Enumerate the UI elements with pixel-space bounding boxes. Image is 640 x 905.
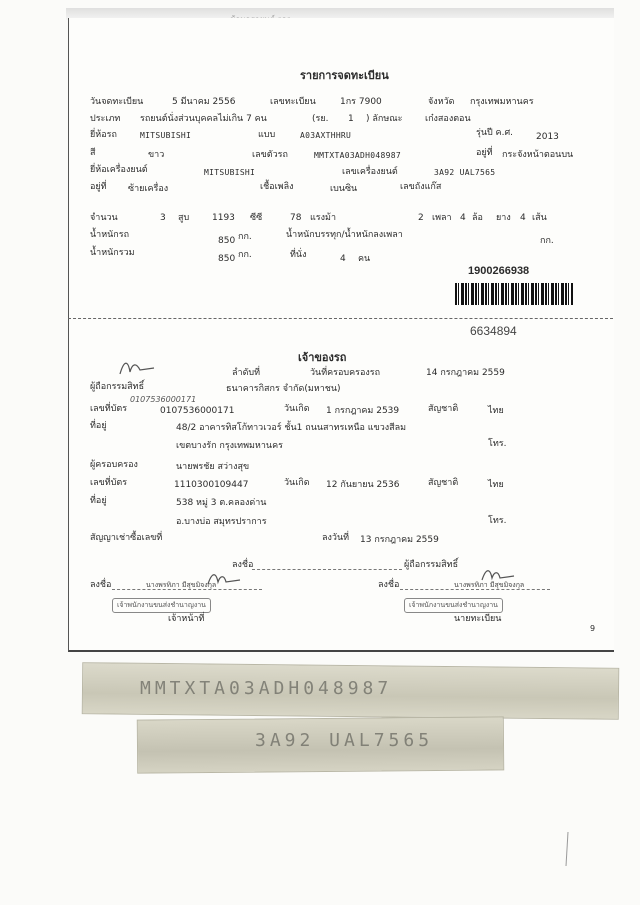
wheel-value: 4	[460, 213, 466, 223]
birth-value: 1 กรกฎาคม 2539	[326, 406, 400, 416]
engine-brand-label: ยี่ห้อเครื่องยนต์	[90, 165, 148, 175]
engine-brand-value: MITSUBISHI	[204, 168, 256, 177]
cylinders-value: 3	[160, 213, 166, 223]
signer-name-right: นางพรทิภา มีสุขมิจงกุล	[454, 581, 525, 589]
province-label: จังหวัด	[428, 97, 455, 107]
sign-right-label: ลงชื่อ	[378, 580, 400, 590]
load-unit: กก.	[540, 236, 554, 246]
province-value: กรุงเทพมหานคร	[470, 97, 534, 107]
stamp-left: เจ้าพนักงานขนส่งชำนาญงาน	[112, 598, 211, 613]
plate-value: 1กร 7900	[340, 97, 382, 107]
id-value: 0107536000171	[160, 406, 235, 416]
signer-name-left: นางพรทิภา มีสุขมิจงกุล	[146, 581, 217, 589]
officer-signature-scribble	[206, 570, 246, 588]
gross-label: น้ำหนักรวม	[90, 248, 135, 258]
fuel-value: เบนซิน	[330, 184, 358, 194]
gas-tank-label: เลขถังแก๊ส	[400, 182, 442, 192]
handwritten-id-note: 0107536000171	[130, 395, 197, 404]
cc-value: 1193	[212, 213, 235, 223]
gross-unit: กก.	[238, 250, 252, 260]
color-value: ขาว	[148, 150, 165, 160]
holder-sign-caption: ผู้ถือกรรมสิทธิ์	[404, 560, 459, 570]
nationality-value: ไทย	[488, 406, 504, 416]
address-line1: 48/2 อาคารทิสโก้ทาวเวอร์ ชั้น1 ถนนสาทรเหนือ แขวงสีลม	[176, 423, 407, 433]
type-label: ประเภท	[90, 114, 121, 124]
chassis-at-label: อยู่ที่	[476, 148, 493, 158]
plate-label: เลขทะเบียน	[270, 97, 316, 107]
brand-value: MITSUBISHI	[140, 131, 192, 140]
address2-label: ที่อยู่	[90, 496, 107, 506]
chassis-label: เลขตัวรถ	[252, 150, 288, 160]
seat-label: ที่นั่ง	[290, 250, 307, 260]
nationality2-label: สัญชาติ	[428, 478, 459, 488]
engine-at-value: ซ้ายเครื่อง	[128, 184, 169, 194]
contract-label: สัญญาเช่าซื้อเลขที่	[90, 533, 163, 543]
registration-title: รายการจดทะเบียน	[300, 69, 389, 82]
fuel-label: เชื้อเพลิง	[260, 182, 294, 192]
occupant-label: ผู้ครอบครอง	[90, 460, 138, 470]
page-number-right-bottom: 9	[590, 624, 596, 633]
rs-label: (รย.	[312, 114, 329, 124]
year-value: 2013	[536, 132, 559, 142]
chassis-at-value: กระจังหน้าตอนบน	[502, 150, 574, 160]
paper-mark	[560, 830, 580, 870]
chassis-value: MMTXTA03ADH048987	[314, 151, 401, 160]
section-separator	[68, 318, 613, 319]
cylinders-label: สูบ	[178, 213, 190, 223]
tire-unit: เส้น	[532, 213, 547, 223]
rs-value: 1	[348, 114, 354, 124]
nationality-label: สัญชาติ	[428, 404, 459, 414]
tel-label: โทร.	[488, 439, 507, 449]
possess-label: วันที่ครอบครองรถ	[310, 368, 381, 378]
weight-value: 850	[218, 236, 236, 246]
torn-number: 6634894	[470, 324, 517, 338]
birth2-label: วันเกิด	[284, 478, 310, 488]
birth-label: วันเกิด	[284, 404, 310, 414]
load-label: น้ำหนักบรรทุก/น้ำหนักลงเพลา	[286, 230, 403, 240]
feature-value: เก๋งสองตอน	[425, 114, 471, 124]
barcode-number: 1900266938	[468, 265, 530, 277]
chassis-rubbing-text: MMTXTA03ADH048987	[140, 678, 393, 699]
hp-label: แรงม้า	[310, 213, 337, 223]
reg-date-label: วันจดทะเบียน	[90, 97, 144, 107]
order-label: ลำดับที่	[232, 368, 261, 378]
barcode	[455, 283, 573, 305]
axle-value: 2	[418, 213, 424, 223]
year-label: รุ่นปี ค.ศ.	[476, 128, 514, 138]
engine-no-value: 3A92 UAL7565	[434, 168, 496, 177]
address-label: ที่อยู่	[90, 421, 107, 431]
wheel-label: ล้อ	[472, 213, 483, 223]
address2-line1: 538 หมู่ 3 ต.คลองด่าน	[176, 498, 267, 508]
brand-label: ยี่ห้อรถ	[90, 130, 117, 140]
seat-value: 4	[340, 254, 346, 264]
stamp-right: เจ้าพนักงานขนส่งชำนาญงาน	[404, 598, 503, 613]
gross-value: 850	[218, 254, 236, 264]
address-line2: เขตบางรัก กรุงเทพมหานคร	[176, 441, 283, 451]
holder-sign-label: ลงชื่อ	[232, 560, 254, 570]
engine-rubbing-text: 3A92 UAL7565	[255, 730, 434, 751]
qty-label: จำนวน	[90, 213, 118, 223]
weight-unit: กก.	[238, 232, 252, 242]
axle-label: เพลา	[432, 213, 452, 223]
possess-value: 14 กรกฎาคม 2559	[426, 368, 505, 378]
hp-value: 78	[290, 213, 302, 223]
id2-value: 1110300109447	[174, 480, 249, 490]
holder-signature-scribble	[118, 356, 158, 378]
holder-label: ผู้ถือกรรมสิทธิ์	[90, 382, 145, 392]
weight-label: น้ำหนักรถ	[90, 230, 130, 240]
id2-label: เลขที่บัตร	[90, 478, 128, 488]
id-label: เลขที่บัตร	[90, 404, 128, 414]
owner-title: เจ้าของรถ	[298, 351, 347, 364]
contract-date-label: ลงวันที่	[322, 533, 350, 543]
occupant-value: นายพรชัย สว่างสุข	[176, 462, 250, 472]
tire-label: ยาง	[496, 213, 511, 223]
model-value: A03AXTHHRU	[300, 131, 352, 140]
tire-value: 4	[520, 213, 526, 223]
birth2-value: 12 กันยายน 2536	[326, 480, 400, 490]
sign-left-label: ลงชื่อ	[90, 580, 112, 590]
color-label: สี	[90, 148, 96, 158]
holder-sign-line	[252, 569, 402, 570]
registrar-signature-scribble	[480, 566, 520, 584]
cc-label: ซีซี	[250, 213, 263, 223]
feature-label: ) ลักษณะ	[366, 114, 403, 124]
engine-at-label: อยู่ที่	[90, 182, 107, 192]
address2-line2: อ.บางบ่อ สมุทรปราการ	[176, 517, 267, 527]
reg-date-value: 5 มีนาคม 2556	[172, 97, 236, 107]
role-right: นายทะเบียน	[454, 614, 502, 624]
type-value: รถยนต์นั่งส่วนบุคคลไม่เกิน 7 คน	[140, 114, 267, 124]
tel2-label: โทร.	[488, 516, 507, 526]
engine-no-label: เลขเครื่องยนต์	[342, 167, 398, 177]
contract-date-value: 13 กรกฎาคม 2559	[360, 535, 439, 545]
seat-unit: คน	[358, 254, 371, 264]
model-label: แบบ	[258, 130, 276, 140]
holder-value: ธนาคารกิสกร จำกัด(มหาชน)	[226, 384, 341, 394]
nationality2-value: ไทย	[488, 480, 504, 490]
role-left: เจ้าหน้าที่	[168, 614, 205, 624]
